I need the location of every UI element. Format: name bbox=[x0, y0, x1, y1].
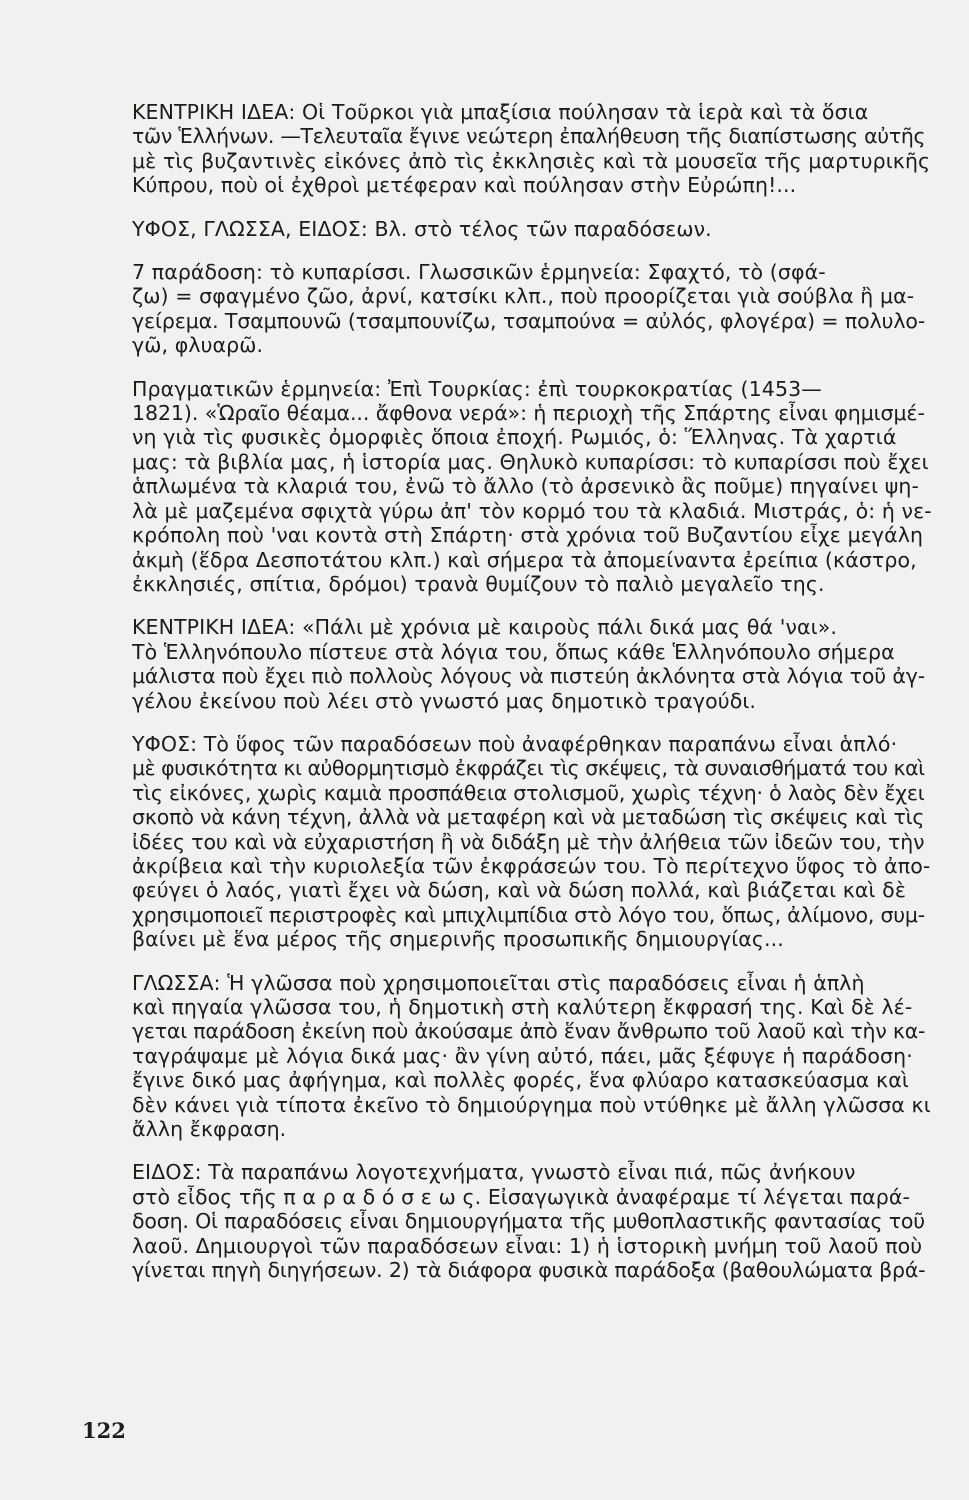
text-line: ταγράψαμε μὲ λόγια δικά μας· ἂν γίνη αὐτό, πάει, μᾶς ξέφυγε ἡ παράδοση· bbox=[132, 1043, 913, 1068]
paragraph-style-reference bbox=[132, 217, 932, 241]
paragraph-genre bbox=[132, 1160, 932, 1282]
page-number: 122 bbox=[82, 1418, 126, 1443]
text-line: ἀκμὴ (ἕδρα Δεσποτάτου κλπ.) καὶ σήμερα τὰ ἀπομείναντα ἐρείπια (κάστρο, bbox=[132, 547, 917, 572]
text-line: Τὸ Ἑλληνόπουλο πίστευε στὰ λόγια του, ὅπως κάθε Ἑλληνόπουλο σήμερα bbox=[132, 639, 895, 664]
text-line: 1821). «Ὡραῖο θέαμα... ἄφθονα νερά»: ἡ περιοχὴ τῆς Σπάρτης εἶναι φημισμέ- bbox=[132, 401, 925, 426]
text-line: χρησιμοποιεῖ περιστροφὲς καὶ μπιχλιμπίδια στὸ λόγο του, ὅπως, ἀλίμονο, συμ- bbox=[132, 902, 925, 927]
text-line: ΥΦΟΣ: Τὸ ὕφος τῶν παραδόσεων ποὺ ἀναφέρθηκαν παραπάνω εἶναι ἁπλό· bbox=[132, 731, 898, 756]
text-line: γεται παράδοση ἐκείνη ποὺ ἀκούσαμε ἀπὸ ἕναν ἄνθρωπο τοῦ λαοῦ καὶ τὴν κα- bbox=[132, 1019, 926, 1044]
text-line: δοση. Οἱ παραδόσεις εἶναι δημιουργήματα τῆς μυθοπλαστικῆς φαντασίας τοῦ bbox=[132, 1209, 925, 1234]
text-line: τῶν Ἑλλήνων. —Τελευταῖα ἔγινε νεώτερη ἐπαλήθευση τῆς διαπίστωσης αὐτῆς bbox=[132, 124, 926, 149]
text-line: ΚΕΝΤΡΙΚΗ ΙΔΕΑ: Οἱ Τοῦρκοι γιὰ μπαξίσια πούλησαν τὰ ἱερὰ καὶ τὰ ὅσια bbox=[132, 100, 869, 124]
paragraph-language bbox=[132, 971, 932, 1142]
text-line: γέλου ἐκείνου ποὺ λέει στὸ γνωστό μας δημοτικὸ τραγούδι. bbox=[132, 688, 757, 713]
text-line: μας: τὰ βιβλία μας, ἡ ἱστορία μας. Θηλυκὸ κυπαρίσσι: τὸ κυπαρίσσι ποὺ ἔχει bbox=[132, 449, 929, 474]
text-line: μάλιστα ποὺ ἔχει πιὸ πολλοὺς λόγους νὰ πιστεύη ἀκλόνητα στὰ λόγια τοῦ ἀγ- bbox=[132, 664, 925, 689]
text-line: μὲ τὶς βυζαντινὲς εἰκόνες ἀπὸ τὶς ἐκκλησιὲς καὶ τὰ μουσεῖα τῆς μαρτυρικῆς bbox=[132, 148, 931, 173]
text-line: ἰδέες του καὶ νὰ εὐχαριστήση ἢ νὰ διδάξη μὲ τὴν ἀλήθεια τῶν ἰδεῶν του, τὴν bbox=[132, 829, 925, 854]
text-line: μὲ φυσικότητα κι αὐθορμητισμὸ ἐκφράζει τὶς σκέψεις, τὰ συναισθήματά του καὶ bbox=[132, 756, 925, 781]
text-line: ἔγινε δικό μας ἀφήγημα, καὶ πολλὲς φορές, ἕνα φλύαρο κατασκεύασμα καὶ bbox=[132, 1068, 909, 1093]
text-line: ΕΙΔΟΣ: Τὰ παραπάνω λογοτεχνήματα, γνωστὸ εἶναι πιά, πῶς ἀνήκουν bbox=[132, 1160, 856, 1185]
text-line: γείρεμα. Τσαμπουνῶ (τσαμπουνίζω, τσαμπούνα = αὐλός, φλογέρα) = πολυλο- bbox=[132, 308, 926, 333]
text-line: ἄλλη ἔκφραση. bbox=[132, 1117, 287, 1142]
text-line: δὲν κάνει γιὰ τίποτα ἐκεῖνο τὸ δημιούργημα ποὺ ντύθηκε μὲ ἄλλη γλῶσσα κι bbox=[132, 1092, 931, 1117]
text-line: λὰ μὲ μαζεμένα σφιχτὰ γύρω ἀπ' τὸν κορμό του τὰ κλαδιά. Μιστράς, ὁ: ἡ νε- bbox=[132, 498, 932, 523]
text-line: ἁπλωμένα τὰ κλαριά του, ἐνῶ τὸ ἄλλο (τὸ ἀρσενικὸ ἂς ποῦμε) πηγαίνει ψη- bbox=[132, 474, 919, 499]
paragraph-style bbox=[132, 732, 932, 952]
text-line: νη γιὰ τὶς φυσικὲς ὀμορφιὲς ὅποια ἐποχή. Ρωμιός, ὁ: Ἕλληνας. Τὰ χαρτιά bbox=[132, 425, 897, 450]
text-line: φεύγει ὁ λαός, γιατὶ ἔχει νὰ δώση, καὶ νὰ δώση πολλά, καὶ βιάζεται καὶ δὲ bbox=[132, 878, 907, 903]
text-line: γίνεται πηγὴ διηγήσεων. 2) τὰ διάφορα φυσικὰ παράδοξα (βαθουλώματα βρά- bbox=[132, 1258, 926, 1283]
paragraph-central-idea-2 bbox=[132, 615, 932, 713]
paragraph-central-idea-1 bbox=[132, 100, 932, 198]
text-line: Κύπρου, ποὺ οἱ ἐχθροὶ μετέφεραν καὶ πούλησαν στὴν Εὐρώπη!... bbox=[132, 173, 797, 198]
text-line: ἀκρίβεια καὶ τὴν κυριολεξία τῶν ἐκφράσεών του. Τὸ περίτεχνο ὕφος τὸ ἀπο- bbox=[132, 853, 931, 878]
text-line: 7 παράδοση: τὸ κυπαρίσσι. Γλωσσικῶν ἑρμηνεία: Σφαχτό, τὸ (σφά- bbox=[132, 260, 826, 285]
text-line: καὶ πηγαία γλῶσσα του, ἡ δημοτικὴ στὴ καλύτερη ἔκφρασή της. Καὶ δὲ λέ- bbox=[132, 995, 913, 1019]
text-line: ΓΛΩΣΣΑ: Ἡ γλῶσσα ποὺ χρησιμοποιεῖται στὶς παραδόσεις εἶναι ἡ ἁπλὴ bbox=[132, 970, 865, 995]
text-line: λαοῦ. Δημιουργοὶ τῶν παραδόσεων εἶναι: 1) ἡ ἱστορικὴ μνήμη τοῦ λαοῦ ποὺ bbox=[132, 1233, 923, 1258]
paragraph-tradition-7 bbox=[132, 260, 932, 358]
text-line: σκοπὸ νὰ κάνη τέχνη, ἀλλὰ νὰ μεταφέρη καὶ νὰ μεταδώση τὶς σκέψεις καὶ τὶς bbox=[132, 805, 925, 830]
text-line: ἐκκλησιές, σπίτια, δρόμοι) τρανὰ θυμίζουν τὸ παλιὸ μεγαλεῖο της. bbox=[132, 571, 825, 596]
text-line: βαίνει μὲ ἕνα μέρος τῆς σημερινῆς προσωπικῆς δημιουργίας... bbox=[132, 927, 784, 952]
text-line: ΥΦΟΣ, ΓΛΩΣΣΑ, ΕΙΔΟΣ: Βλ. στὸ τέλος τῶν παραδόσεων. bbox=[132, 216, 712, 241]
text-line: ζω) = σφαγμένο ζῶο, ἀρνί, κατσίκι κλπ., ποὺ προορίζεται γιὰ σούβλα ἢ μα- bbox=[132, 284, 915, 309]
paragraph-factual-notes bbox=[132, 377, 932, 597]
page-body bbox=[132, 100, 932, 1301]
text-line: γῶ, φλυαρῶ. bbox=[132, 333, 264, 358]
text-line: στὸ εἶδος τῆς π α ρ α δ ό σ ε ω ς. Εἰσαγωγικὰ ἀναφέραμε τί λέγεται παρά- bbox=[132, 1184, 910, 1209]
text-line: κρόπολη ποὺ 'ναι κοντὰ στὴ Σπάρτη· στὰ χρόνια τοῦ Βυζαντίου εἶχε μεγάλη bbox=[132, 523, 924, 548]
text-line: ΚΕΝΤΡΙΚΗ ΙΔΕΑ: «Πάλι μὲ χρόνια μὲ καιροὺς πάλι δικά μας θά 'ναι». bbox=[132, 615, 837, 640]
text-line: Πραγματικῶν ἑρμηνεία: Ἐπὶ Τουρκίας: ἐπὶ τουρκοκρατίας (1453— bbox=[132, 376, 822, 401]
text-line: τὶς εἰκόνες, χωρὶς καμιὰ προσπάθεια στολισμοῦ, χωρὶς τέχνη· ὁ λαὸς δὲν ἔχει bbox=[132, 780, 925, 805]
